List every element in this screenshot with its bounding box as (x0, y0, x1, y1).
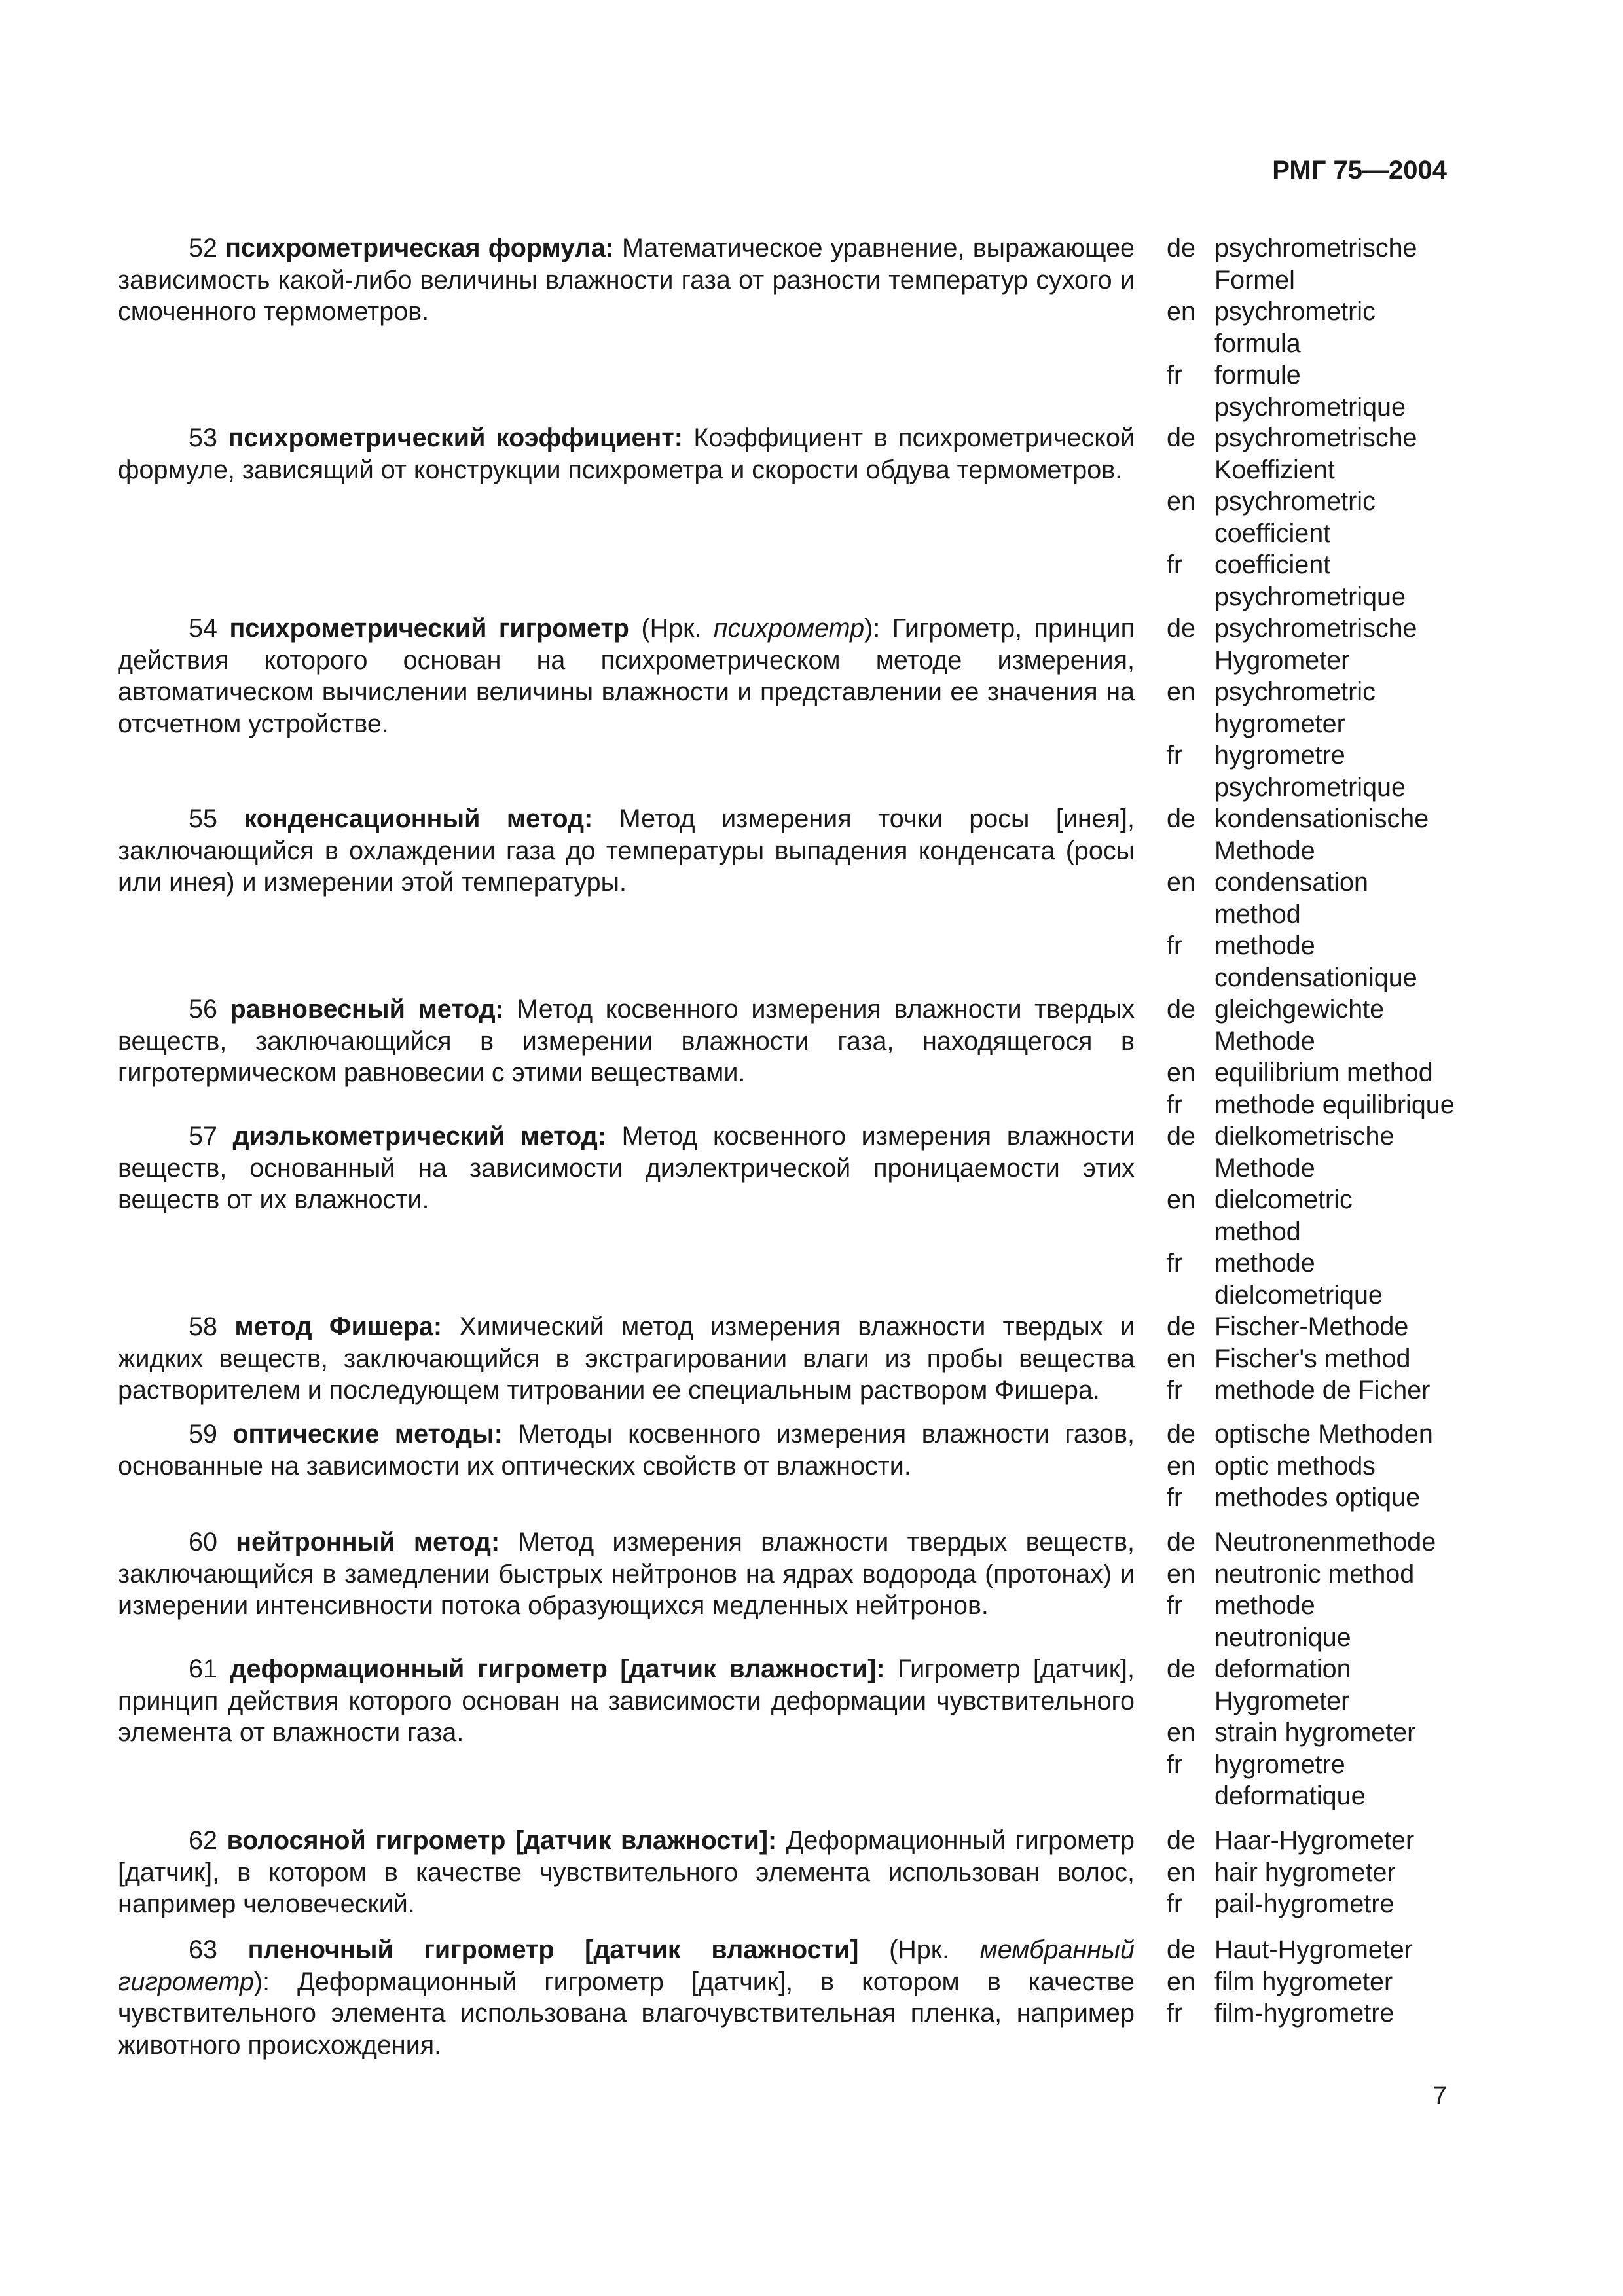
equivalent-de (1167, 613, 1480, 676)
term: нейтронный метод: (236, 1528, 500, 1556)
equivalent-term: hygrometre deformatique (1214, 1749, 1366, 1810)
equivalent-de (1167, 422, 1480, 486)
equivalent-fr (1167, 1888, 1480, 1920)
definition-text: Методы косвенного измерения влажности газов, основанные на зависимости их оптических свойств от влажности. (118, 1420, 1135, 1480)
term-entry-63 (118, 1934, 1480, 2065)
equivalent-term: gleichgewichte Methode (1214, 995, 1385, 1056)
entry-number: 54 (189, 614, 217, 643)
equivalent-fr (1167, 1998, 1480, 2030)
document-code: РМГ 75—2004 (1272, 156, 1447, 185)
equivalent-de (1167, 1526, 1480, 1558)
foreign-equivalents (1167, 1418, 1480, 1526)
term-entry-56 (118, 994, 1480, 1121)
entry-number: 62 (189, 1826, 217, 1855)
term: психрометрический коэффициент: (228, 423, 683, 452)
term-entry-54 (118, 613, 1480, 803)
entry-number: 57 (189, 1122, 217, 1151)
equivalent-de (1167, 1825, 1480, 1857)
equivalent-fr (1167, 1749, 1480, 1812)
entry-number: 53 (189, 423, 217, 452)
language-code: de (1167, 614, 1195, 643)
entry-number: 59 (189, 1420, 217, 1448)
equivalent-en (1167, 1184, 1480, 1247)
page-number: 7 (1432, 2082, 1447, 2109)
language-code: en (1167, 1344, 1195, 1373)
equivalent-de (1167, 1311, 1480, 1343)
foreign-equivalents (1167, 1311, 1480, 1418)
term-entry-61 (118, 1653, 1480, 1825)
term-entry-59 (118, 1418, 1480, 1526)
language-code: de (1167, 995, 1195, 1024)
language-code: de (1167, 1935, 1195, 1964)
equivalent-term: methode equilibrique (1214, 1090, 1455, 1119)
equivalent-term: psychrometrische Formel (1214, 234, 1417, 295)
definition-text: Гигрометр [датчик], принцип действия которого основан на зависимости деформации чувствительного элемента от влажности газа. (118, 1655, 1135, 1747)
note-close: ): (253, 1967, 270, 1996)
definition (118, 232, 1135, 422)
language-code: en (1167, 1718, 1195, 1747)
language-code: en (1167, 1058, 1195, 1087)
note-open: (Нрк. (641, 614, 702, 643)
language-code: en (1167, 1857, 1195, 1887)
equivalent-term: film-hygrometre (1214, 1999, 1395, 2028)
definition-text: Метод косвенного измерения влажности веществ, основанный на зависимости диэлектрической проницаемости этих веществ от их влажности. (118, 1122, 1135, 1214)
language-code: de (1167, 804, 1195, 833)
equivalent-en (1167, 676, 1480, 740)
equivalent-term: Fischer-Methode (1214, 1312, 1409, 1341)
term-entry-55 (118, 803, 1480, 994)
definition (118, 994, 1135, 1121)
term: психрометрическая формула: (225, 234, 614, 262)
language-code: fr (1167, 931, 1183, 960)
equivalent-de (1167, 1121, 1480, 1184)
equivalent-de (1167, 232, 1480, 296)
foreign-equivalents (1167, 994, 1480, 1121)
definition (118, 1526, 1135, 1653)
foreign-equivalents (1167, 1825, 1480, 1934)
equivalent-term: strain hygrometer (1214, 1718, 1416, 1747)
equivalent-fr (1167, 359, 1480, 423)
equivalent-term: hair hygrometer (1214, 1857, 1396, 1887)
language-code: de (1167, 234, 1195, 262)
definition (118, 1311, 1135, 1418)
equivalent-fr (1167, 1374, 1480, 1407)
language-code: fr (1167, 1483, 1183, 1512)
equivalent-en (1167, 486, 1480, 549)
equivalent-de (1167, 1418, 1480, 1450)
equivalent-fr (1167, 930, 1480, 994)
definition (118, 1825, 1135, 1934)
definition (118, 803, 1135, 994)
definition (118, 1418, 1135, 1526)
equivalent-en (1167, 1857, 1480, 1889)
language-code: fr (1167, 1749, 1183, 1779)
entry-number: 52 (189, 234, 217, 262)
foreign-equivalents (1167, 803, 1480, 994)
equivalent-de (1167, 994, 1480, 1057)
equivalent-term: psychrometrische Hygrometer (1214, 614, 1417, 675)
equivalent-en (1167, 867, 1480, 930)
equivalent-term: deformation Hygrometer (1214, 1655, 1351, 1715)
entry-number: 63 (189, 1935, 217, 1964)
definition (118, 1934, 1135, 2065)
language-code: de (1167, 1826, 1195, 1855)
term: метод Фишера: (234, 1312, 443, 1341)
equivalent-term: dielcometric method (1214, 1185, 1353, 1246)
language-code: de (1167, 1655, 1195, 1683)
language-code: fr (1167, 1591, 1183, 1620)
term-entry-58 (118, 1311, 1480, 1418)
entry-number: 60 (189, 1528, 217, 1556)
entry-number: 61 (189, 1655, 217, 1683)
entry-number: 56 (189, 995, 217, 1024)
language-code: en (1167, 677, 1195, 706)
equivalent-term: Haar-Hygrometer (1214, 1826, 1415, 1855)
definition-text: Деформационный гигрометр [датчик], в котором в качестве чувствительного элемента использована влагочувствительная пленка, например животного происхождения. (118, 1967, 1135, 2060)
language-code: en (1167, 1451, 1195, 1480)
note-open: (Нрк. (889, 1935, 949, 1964)
equivalent-term: Haut-Hygrometer (1214, 1935, 1413, 1964)
language-code: fr (1167, 1249, 1183, 1278)
equivalent-de (1167, 1653, 1480, 1717)
language-code: de (1167, 1528, 1195, 1556)
equivalent-fr (1167, 1482, 1480, 1514)
equivalent-en (1167, 1057, 1480, 1089)
language-code: fr (1167, 741, 1183, 770)
foreign-equivalents (1167, 1653, 1480, 1825)
definition-text: Метод косвенного измерения влажности твердых веществ, заключающийся в измерении влажности газа, находящегося в гигротермическом равновесии с этими веществами. (118, 995, 1135, 1087)
equivalent-term: equilibrium method (1214, 1058, 1433, 1087)
term-entry-52 (118, 232, 1480, 422)
definition (118, 1121, 1135, 1311)
equivalent-term: dielkometrische Methode (1214, 1122, 1395, 1183)
term-entry-62 (118, 1825, 1480, 1934)
language-code: de (1167, 1312, 1195, 1341)
term: пленочный гигрометр [датчик влажности] (247, 1935, 859, 1964)
term: диэлькометрический метод: (232, 1122, 606, 1151)
equivalent-term: film hygrometer (1214, 1967, 1393, 1996)
term-entry-57 (118, 1121, 1480, 1311)
language-code: fr (1167, 1090, 1183, 1119)
term: конденсационный метод: (244, 804, 593, 833)
language-code: fr (1167, 361, 1183, 389)
equivalent-term: Fischer's method (1214, 1344, 1411, 1373)
equivalent-de (1167, 1934, 1480, 1966)
foreign-equivalents (1167, 613, 1480, 803)
equivalent-term: pail-hygrometre (1214, 1890, 1395, 1918)
language-code: en (1167, 1967, 1195, 1996)
language-code: en (1167, 1559, 1195, 1588)
equivalent-term: methode de Ficher (1214, 1376, 1431, 1405)
equivalent-term: optische Methoden (1214, 1420, 1433, 1448)
term-entries (118, 232, 1480, 2065)
equivalent-term: Neutronenmethode (1214, 1528, 1436, 1556)
equivalent-term: formule psychrometrique (1214, 361, 1406, 422)
language-code: en (1167, 297, 1195, 326)
equivalent-term: neutronic method (1214, 1559, 1415, 1588)
definition-text: Метод измерения влажности твердых веществ, заключающийся в замедлении быстрых нейтронов на ядрах водорода (протонах) и измерении интенсивности потока образующихся медленных нейтронов. (118, 1528, 1135, 1620)
equivalent-en (1167, 1558, 1480, 1590)
language-code: de (1167, 423, 1195, 452)
equivalent-fr (1167, 1590, 1480, 1653)
language-code: en (1167, 487, 1195, 516)
entry-number: 55 (189, 804, 217, 833)
equivalent-de (1167, 803, 1480, 867)
foreign-equivalents (1167, 422, 1480, 613)
equivalent-en (1167, 1450, 1480, 1482)
equivalent-fr (1167, 549, 1480, 613)
language-code: fr (1167, 1376, 1183, 1405)
foreign-equivalents (1167, 1121, 1480, 1311)
definition (118, 613, 1135, 803)
equivalent-term: psychrometric hygrometer (1214, 677, 1376, 738)
deprecated-term: психрометр (713, 614, 865, 643)
language-code: fr (1167, 1890, 1183, 1918)
foreign-equivalents (1167, 1934, 1480, 2065)
definition-text: Коэффициент в психрометрической формуле, зависящий от конструкции психрометра и скорости обдува термометров. (118, 423, 1135, 484)
definition-text: Метод измерения точки росы [инея], заключающийся в охлаждении газа до температуры выпадения конденсата (росы или инея) и измерении этой температуры. (118, 804, 1135, 897)
definition-text: Гигрометр, принцип действия которого основан на психрометрическом методе измерения, автоматическом вычислении величины влажности и представлении ее значения на отсчетном устройстве. (118, 614, 1135, 738)
equivalent-term: methodes optique (1214, 1483, 1421, 1512)
equivalent-term: methode neutronique (1214, 1591, 1351, 1652)
equivalent-term: hygrometre psychrometrique (1214, 741, 1406, 802)
definition (118, 422, 1135, 613)
equivalent-term: condensation method (1214, 868, 1368, 929)
term-entry-60 (118, 1526, 1480, 1653)
term: деформационный гигрометр [датчик влажности]: (230, 1655, 885, 1683)
language-code: de (1167, 1122, 1195, 1151)
equivalent-en (1167, 296, 1480, 359)
term: оптические методы: (232, 1420, 503, 1448)
term: волосяной гигрометр [датчик влажности]: (227, 1826, 777, 1855)
equivalent-term: optic methods (1214, 1451, 1376, 1480)
language-code: en (1167, 1185, 1195, 1214)
term-entry-53 (118, 422, 1480, 613)
language-code: fr (1167, 1999, 1183, 2028)
equivalent-term: kondensationische Methode (1214, 804, 1429, 865)
equivalent-term: coefficient psychrometrique (1214, 550, 1406, 611)
entry-number: 58 (189, 1312, 217, 1341)
foreign-equivalents (1167, 232, 1480, 422)
language-code: de (1167, 1420, 1195, 1448)
equivalent-en (1167, 1966, 1480, 1998)
equivalent-term: methode dielcometrique (1214, 1249, 1383, 1310)
equivalent-fr (1167, 1089, 1480, 1121)
definition-text: Химический метод измерения влажности твердых и жидких веществ, заключающийся в экстрагировании влаги из пробы вещества растворителем и последующем титровании ее специальным раствором Фишера. (118, 1312, 1135, 1405)
language-code: en (1167, 868, 1195, 897)
foreign-equivalents (1167, 1526, 1480, 1653)
deprecated-term: мембранный гигрометр (118, 1935, 1135, 1996)
note-close: ): (864, 614, 881, 643)
equivalent-term: psychrometric coefficient (1214, 487, 1376, 548)
equivalent-fr (1167, 740, 1480, 803)
definition-text: Деформационный гигрометр [датчик], в котором в качестве чувствительного элемента использован волос, например человеческий. (118, 1826, 1135, 1918)
definition (118, 1653, 1135, 1825)
equivalent-term: methode condensationique (1214, 931, 1417, 992)
equivalent-term: psychrometric formula (1214, 297, 1376, 358)
term: равновесный метод: (230, 995, 504, 1024)
definition-text: Математическое уравнение, выражающее зависимость какой-либо величины влажности газа от разности температур сухого и смоченного термометров. (118, 234, 1135, 326)
equivalent-fr (1167, 1247, 1480, 1311)
equivalent-en (1167, 1343, 1480, 1375)
language-code: fr (1167, 550, 1183, 579)
equivalent-term: psychrometrische Koeffizient (1214, 423, 1417, 484)
term: психрометрический гигрометр (229, 614, 629, 643)
equivalent-en (1167, 1717, 1480, 1749)
